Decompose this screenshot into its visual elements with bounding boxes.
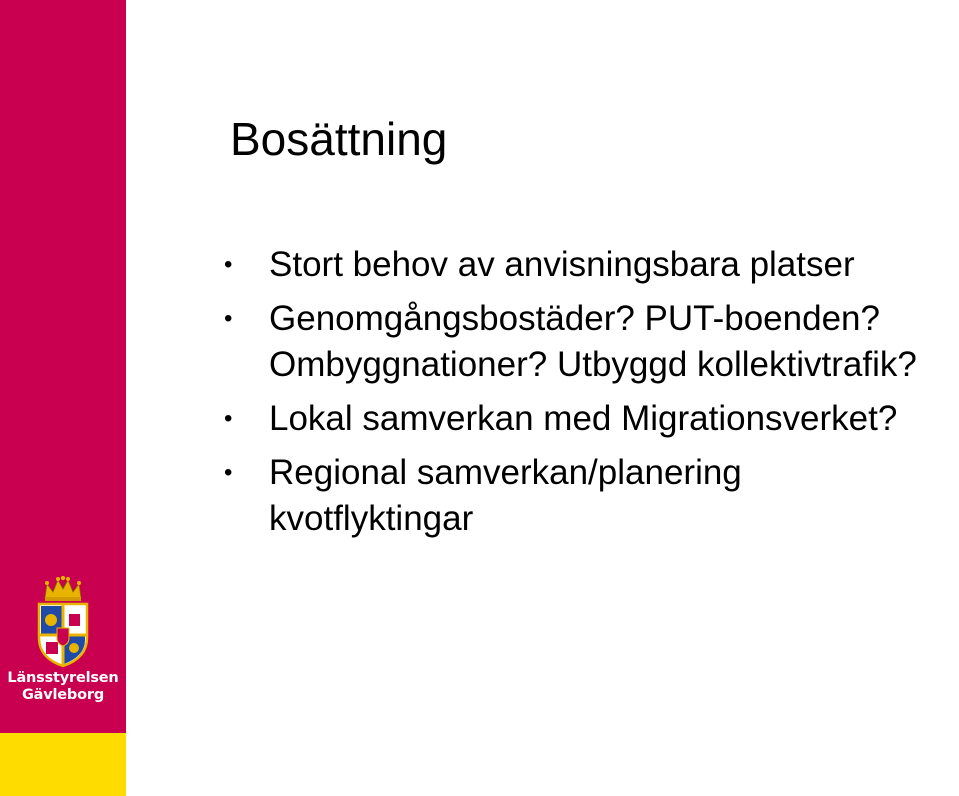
bullet-text: Regional samverkan/planering kvotflyktingar (269, 453, 742, 538)
bullet-text: Stort behov av anvisningsbara platser (269, 245, 855, 284)
bullet-item (224, 450, 954, 542)
bullet-item (224, 242, 954, 288)
bullet-marker: • (224, 251, 233, 278)
bullet-list (224, 242, 954, 550)
bullet-marker: • (224, 459, 233, 486)
sidebar (0, 0, 126, 796)
logo-text-line-1: Länsstyrelsen (7, 670, 119, 686)
bullet-text: Genomgångsbostäder? PUT-boenden? Ombyggnationer? Utbyggd kollektivtrafik? (269, 299, 917, 384)
sidebar-footer-band (0, 733, 126, 796)
logo-text-line-2: Gävleborg (21, 687, 104, 703)
bullet-marker: • (224, 305, 233, 332)
bullet-text: Lokal samverkan med Migrationsverket? (269, 399, 898, 438)
bullet-item (224, 396, 954, 442)
bullet-marker: • (224, 405, 233, 432)
slide-title: Bosättning (230, 113, 448, 165)
agency-logo (0, 572, 126, 712)
bullet-item (224, 296, 954, 388)
coat-of-arms-icon (33, 576, 93, 668)
